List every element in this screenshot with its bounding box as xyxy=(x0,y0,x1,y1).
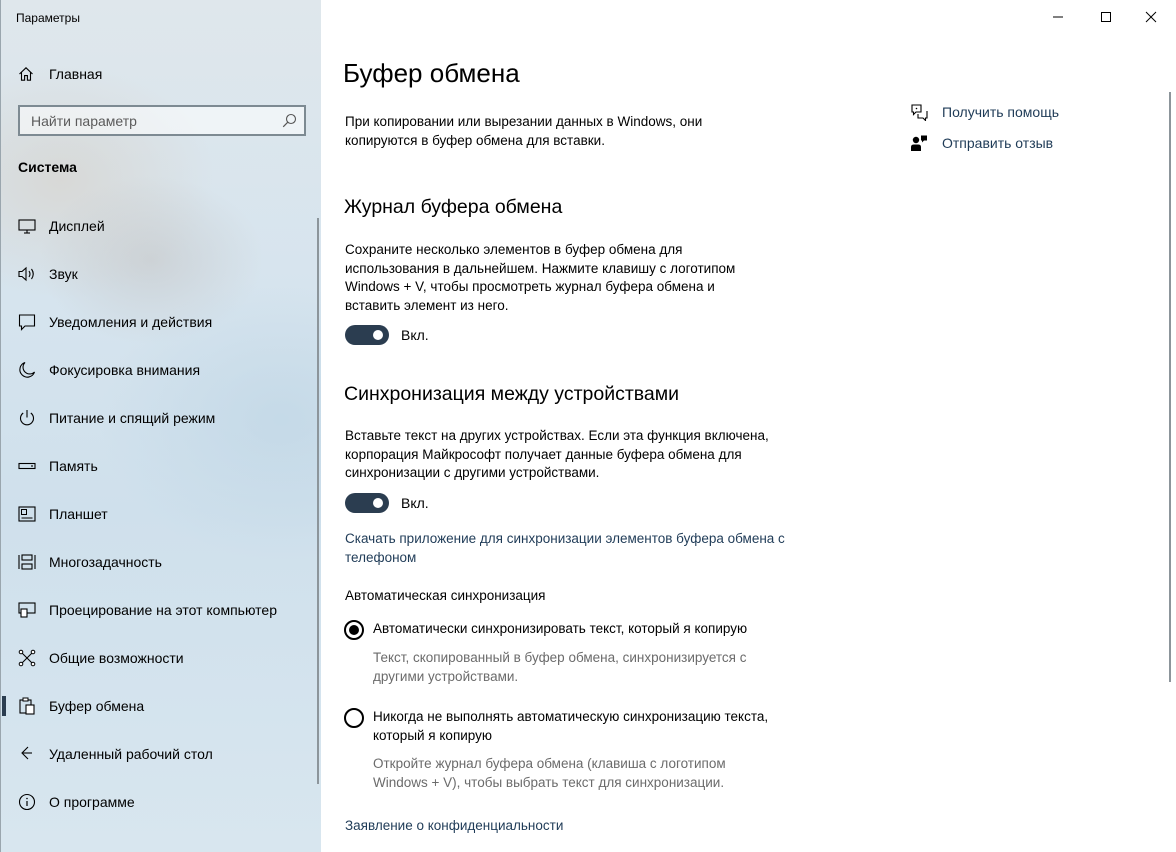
sidebar-item-label: Уведомления и действия xyxy=(49,314,213,330)
sync-toggle-label: Вкл. xyxy=(401,495,429,511)
sidebar-item-label: Память xyxy=(49,458,98,474)
sync-toggle[interactable] xyxy=(345,493,389,513)
sidebar-item-shared-experiences[interactable] xyxy=(1,638,319,678)
sidebar-item-label: Удаленный рабочий стол xyxy=(49,746,213,762)
intro-text: При копировании или вырезании данных в Windows, они копируются в буфер обмена для вставки. xyxy=(345,114,703,148)
send-feedback-link[interactable] xyxy=(910,134,1053,152)
download-phone-app-link[interactable]: Скачать приложение для синхронизации элементов буфера обмена с телефоном xyxy=(345,531,785,565)
power-icon xyxy=(18,409,36,427)
feedback-icon xyxy=(910,134,928,152)
sound-icon xyxy=(18,265,36,283)
main-scrollbar[interactable] xyxy=(1169,92,1171,682)
tablet-icon xyxy=(18,505,36,523)
display-icon xyxy=(18,217,36,235)
history-toggle[interactable] xyxy=(345,325,389,345)
sidebar-item-clipboard[interactable] xyxy=(1,686,319,726)
sidebar-item-remote-desktop[interactable] xyxy=(1,734,319,774)
clipboard-icon xyxy=(18,697,36,715)
close-button[interactable] xyxy=(1128,0,1174,34)
history-toggle-label: Вкл. xyxy=(401,327,429,343)
main-pane xyxy=(321,0,1176,852)
sidebar-item-notifications[interactable] xyxy=(1,302,319,342)
shared-experiences-icon xyxy=(18,649,36,667)
send-feedback-label[interactable]: Отправить отзыв xyxy=(942,135,1054,151)
auto-sync-option[interactable] xyxy=(344,620,747,640)
sync-heading: Синхронизация между устройствами xyxy=(344,383,680,405)
history-toggle-row xyxy=(345,325,429,345)
page-title: Буфер обмена xyxy=(343,58,520,88)
sidebar-home-label: Главная xyxy=(49,66,103,82)
never-sync-option-label[interactable]: Никогда не выполнять автоматическую синхронизацию текста, который я копирую xyxy=(373,709,769,743)
sidebar-item-label: О программе xyxy=(49,794,135,810)
sidebar-item-storage[interactable] xyxy=(1,446,319,486)
sidebar-item-label: Звук xyxy=(49,266,78,282)
get-help-label[interactable]: Получить помощь xyxy=(942,104,1060,120)
sidebar-item-tablet[interactable] xyxy=(1,494,319,534)
notifications-icon xyxy=(18,313,36,331)
sidebar-item-sound[interactable] xyxy=(1,254,319,294)
sidebar-item-label: Питание и спящий режим xyxy=(49,410,216,426)
privacy-statement-link[interactable]: Заявление о конфиденциальности xyxy=(345,818,564,833)
sidebar-item-display[interactable] xyxy=(1,206,319,246)
sync-toggle-row xyxy=(345,493,429,513)
get-help-link[interactable] xyxy=(910,103,1059,121)
close-icon xyxy=(1145,11,1157,23)
auto-sync-hint: Текст, скопированный в буфер обмена, синхронизируется с другими устройствами. xyxy=(373,650,747,684)
moon-icon xyxy=(18,361,36,379)
maximize-icon xyxy=(1100,11,1112,23)
never-sync-option[interactable] xyxy=(344,708,793,745)
sidebar-item-label: Дисплей xyxy=(49,218,105,234)
minimize-icon xyxy=(1052,11,1064,23)
info-icon xyxy=(18,793,36,811)
auto-sync-option-label[interactable]: Автоматически синхронизировать текст, который я копирую xyxy=(373,621,748,636)
sync-description: Вставьте текст на других устройствах. Если эта функция включена, корпорация Майкрософт получает данные буфера обмена для синхронизации с другими устройствами. xyxy=(345,428,769,480)
search-box[interactable] xyxy=(18,105,306,136)
sidebar-item-focus[interactable] xyxy=(1,350,319,390)
sidebar-item-power[interactable] xyxy=(1,398,319,438)
storage-icon xyxy=(18,457,36,475)
search-icon[interactable] xyxy=(282,113,297,128)
history-description: Сохраните несколько элементов в буфер обмена для использования в дальнейшем. Нажмите клавишу с логотипом Windows + V, чтобы просмотреть журнал буфера обмена и вставить элемент из него. xyxy=(345,242,736,313)
help-chat-icon xyxy=(910,103,928,121)
projecting-icon xyxy=(18,601,36,619)
sidebar xyxy=(0,0,321,852)
sidebar-scrollbar[interactable] xyxy=(317,218,319,784)
sidebar-item-label: Буфер обмена xyxy=(49,698,145,714)
minimize-button[interactable] xyxy=(1035,0,1081,34)
sidebar-item-label: Планшет xyxy=(49,506,108,522)
never-sync-hint: Откройте журнал буфера обмена (клавиша с логотипом Windows + V), чтобы выбрать текст для синхронизации. xyxy=(373,756,726,790)
remote-desktop-icon xyxy=(18,745,36,763)
search-input[interactable] xyxy=(31,113,276,129)
sidebar-section-title: Система xyxy=(18,159,77,175)
sidebar-item-multitasking[interactable] xyxy=(1,542,319,582)
sidebar-item-about[interactable] xyxy=(1,782,319,822)
home-icon xyxy=(18,66,34,82)
history-heading: Журнал буфера обмена xyxy=(344,196,563,218)
multitasking-icon xyxy=(18,553,36,571)
auto-sync-radio[interactable] xyxy=(344,620,364,640)
maximize-button[interactable] xyxy=(1083,0,1129,34)
never-sync-radio[interactable] xyxy=(344,708,364,728)
sidebar-item-label: Многозадачность xyxy=(49,554,162,570)
sidebar-item-label: Общие возможности xyxy=(49,650,184,666)
sidebar-item-label: Проецирование на этот компьютер xyxy=(49,602,277,618)
app-title: Параметры xyxy=(16,11,80,25)
sidebar-item-projecting[interactable] xyxy=(1,590,319,630)
auto-sync-label: Автоматическая синхронизация xyxy=(345,588,546,603)
sidebar-home[interactable] xyxy=(18,64,102,84)
sidebar-item-label: Фокусировка внимания xyxy=(49,362,201,378)
